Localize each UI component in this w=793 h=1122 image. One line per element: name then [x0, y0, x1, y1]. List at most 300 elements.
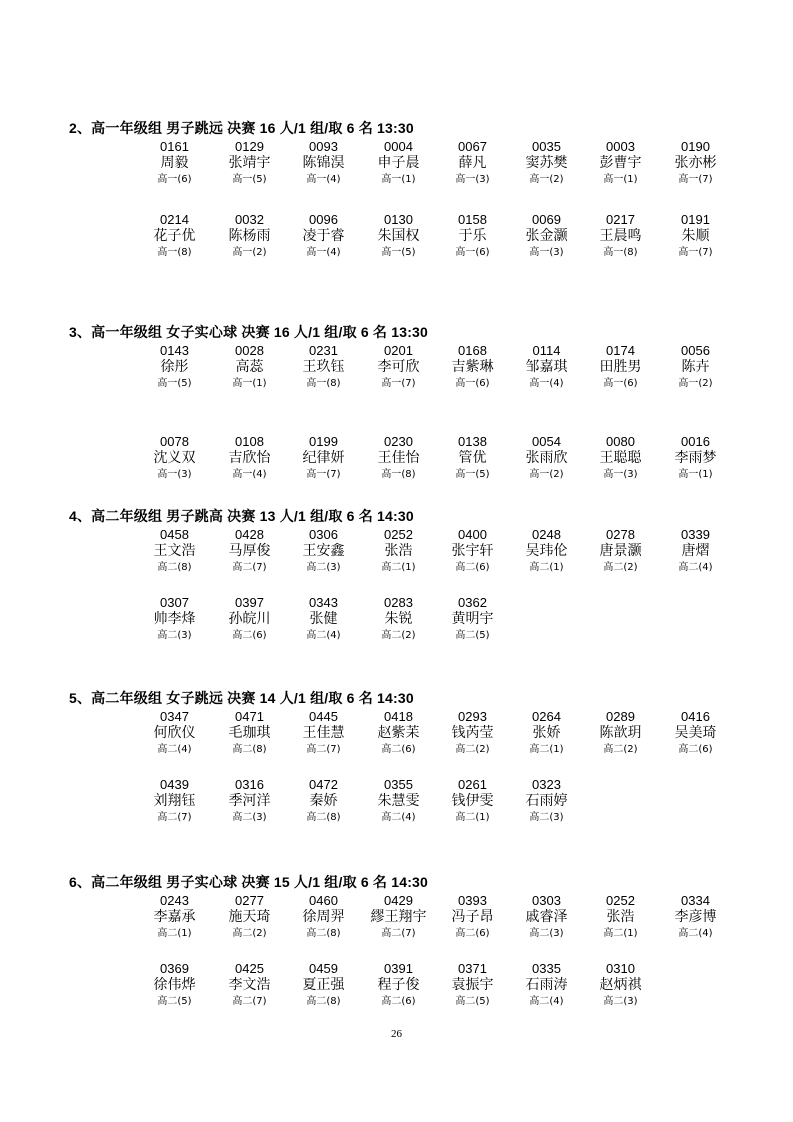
athlete-class: 高二(3) — [306, 562, 341, 573]
athlete-name: 钱伊雯 — [451, 793, 494, 809]
athlete-entry — [583, 212, 658, 259]
athlete-name: 李可欣 — [377, 359, 420, 375]
athlete-class: 高一(3) — [603, 469, 638, 480]
athlete-name: 繆王翔宇 — [370, 909, 427, 925]
athlete-entry — [137, 709, 212, 756]
athlete-number: 0078 — [160, 434, 189, 449]
athlete-class: 高一(3) — [157, 469, 192, 480]
athlete-number: 0035 — [532, 139, 561, 154]
athlete-row — [0, 777, 793, 823]
athlete-number: 0067 — [458, 139, 487, 154]
athlete-name: 吉紫琳 — [451, 359, 494, 375]
athlete-class: 高二(2) — [381, 630, 416, 641]
athlete-class: 高二(3) — [603, 996, 638, 1007]
athlete-class: 高二(1) — [603, 928, 638, 939]
athlete-class: 高一(7) — [306, 469, 341, 480]
athlete-number: 0028 — [235, 343, 264, 358]
athlete-name: 沈义双 — [153, 450, 196, 466]
athlete-entry — [435, 777, 510, 824]
athlete-name: 陈锦淏 — [302, 155, 345, 171]
athlete-name: 吴玮伦 — [525, 543, 568, 559]
athlete-entry — [137, 527, 212, 574]
athlete-entry — [137, 343, 212, 390]
athlete-entry — [435, 343, 510, 390]
athlete-number: 0054 — [532, 434, 561, 449]
athlete-entry — [658, 139, 733, 186]
athlete-number: 0471 — [235, 709, 264, 724]
athlete-number: 0143 — [160, 343, 189, 358]
athlete-entry — [361, 709, 436, 756]
event-title: 5、高二年级组 女子跳远 决赛 14 人/1 组/取 6 名 14:30 — [69, 690, 414, 706]
athlete-class: 高二(2) — [603, 562, 638, 573]
athlete-name: 赵炳祺 — [599, 977, 642, 993]
athlete-number: 0161 — [160, 139, 189, 154]
athlete-entry — [361, 527, 436, 574]
athlete-number: 0129 — [235, 139, 264, 154]
athlete-number: 0277 — [235, 893, 264, 908]
athlete-number: 0425 — [235, 961, 264, 976]
athlete-name: 朱锐 — [384, 611, 413, 627]
athlete-class: 高二(6) — [455, 928, 490, 939]
athlete-class: 高二(3) — [529, 812, 564, 823]
athlete-class: 高二(8) — [157, 562, 192, 573]
athlete-class: 高一(2) — [529, 469, 564, 480]
athlete-class: 高一(1) — [381, 174, 416, 185]
athlete-class: 高二(2) — [603, 744, 638, 755]
athlete-number: 0303 — [532, 893, 561, 908]
athlete-name: 王晨鸣 — [599, 228, 642, 244]
athlete-class: 高一(4) — [232, 469, 267, 480]
athlete-class: 高二(5) — [157, 996, 192, 1007]
athlete-number: 0190 — [681, 139, 710, 154]
athlete-class: 高一(5) — [381, 247, 416, 258]
athlete-class: 高一(7) — [678, 247, 713, 258]
athlete-entry — [435, 893, 510, 940]
athlete-class: 高一(5) — [232, 174, 267, 185]
athlete-entry — [286, 212, 361, 259]
athlete-name: 冯子昂 — [451, 909, 494, 925]
athlete-name: 王安鑫 — [302, 543, 345, 559]
athlete-class: 高一(6) — [455, 247, 490, 258]
athlete-number: 0108 — [235, 434, 264, 449]
athlete-entry — [286, 434, 361, 481]
athlete-name: 朱顺 — [681, 228, 710, 244]
athlete-number: 0056 — [681, 343, 710, 358]
athlete-name: 张雨欣 — [525, 450, 568, 466]
athlete-number: 0168 — [458, 343, 487, 358]
athlete-name: 徐彤 — [160, 359, 189, 375]
athlete-number: 0362 — [458, 595, 487, 610]
athlete-class: 高一(1) — [678, 469, 713, 480]
athlete-name: 黄明宇 — [451, 611, 494, 627]
event-title: 4、高二年级组 男子跳高 决赛 13 人/1 组/取 6 名 14:30 — [69, 508, 414, 524]
athlete-row — [0, 527, 793, 573]
athlete-number: 0339 — [681, 527, 710, 542]
athlete-class: 高二(1) — [381, 562, 416, 573]
athlete-entry — [658, 434, 733, 481]
athlete-class: 高二(3) — [529, 928, 564, 939]
athlete-entry — [212, 709, 287, 756]
athlete-entry — [435, 595, 510, 642]
athlete-name: 张靖宇 — [228, 155, 271, 171]
athlete-class: 高一(8) — [603, 247, 638, 258]
athlete-number: 0174 — [606, 343, 635, 358]
athlete-entry — [286, 777, 361, 824]
athlete-entry — [583, 434, 658, 481]
athlete-class: 高一(8) — [157, 247, 192, 258]
athlete-name: 于乐 — [458, 228, 487, 244]
athlete-class: 高二(3) — [232, 812, 267, 823]
athlete-number: 0355 — [384, 777, 413, 792]
athlete-entry — [286, 709, 361, 756]
athlete-entry — [212, 139, 287, 186]
athlete-number: 0278 — [606, 527, 635, 542]
event-title: 2、高一年级组 男子跳远 决赛 16 人/1 组/取 6 名 13:30 — [69, 120, 414, 136]
athlete-class: 高二(5) — [455, 630, 490, 641]
athlete-number: 0445 — [309, 709, 338, 724]
athlete-name: 张娇 — [532, 725, 561, 741]
athlete-class: 高二(7) — [232, 562, 267, 573]
athlete-number: 0114 — [532, 343, 561, 358]
athlete-number: 0080 — [606, 434, 635, 449]
athlete-number: 0397 — [235, 595, 264, 610]
athlete-number: 0472 — [309, 777, 338, 792]
athlete-entry — [658, 709, 733, 756]
athlete-number: 0283 — [384, 595, 413, 610]
athlete-number: 0096 — [309, 212, 338, 227]
athlete-number: 0230 — [384, 434, 413, 449]
athlete-class: 高一(1) — [603, 174, 638, 185]
athlete-number: 0371 — [458, 961, 487, 976]
athlete-name: 张宇轩 — [451, 543, 494, 559]
athlete-name: 纪律妍 — [302, 450, 345, 466]
athlete-number: 0003 — [606, 139, 635, 154]
athlete-row — [0, 139, 793, 185]
event-title: 6、高二年级组 男子实心球 决赛 15 人/1 组/取 6 名 14:30 — [69, 874, 429, 890]
athlete-entry — [435, 709, 510, 756]
athlete-number: 0334 — [681, 893, 710, 908]
athlete-name: 张浩 — [384, 543, 413, 559]
athlete-class: 高二(4) — [381, 812, 416, 823]
athlete-name: 彭曹宇 — [599, 155, 642, 171]
athlete-entry — [137, 595, 212, 642]
athlete-entry — [286, 893, 361, 940]
athlete-name: 刘翔钰 — [153, 793, 196, 809]
athlete-name: 季河洋 — [228, 793, 271, 809]
athlete-name: 钱芮莹 — [451, 725, 494, 741]
athlete-number: 0316 — [235, 777, 264, 792]
athlete-name: 田胜男 — [599, 359, 642, 375]
athlete-entry — [509, 343, 584, 390]
athlete-name: 王佳怡 — [377, 450, 420, 466]
athlete-entry — [212, 595, 287, 642]
athlete-name: 王文浩 — [153, 543, 196, 559]
athlete-class: 高一(6) — [603, 378, 638, 389]
athlete-number: 0248 — [532, 527, 561, 542]
athlete-entry — [137, 961, 212, 1008]
athlete-number: 0323 — [532, 777, 561, 792]
athlete-name: 何欣仪 — [153, 725, 196, 741]
athlete-entry — [509, 527, 584, 574]
athlete-class: 高二(6) — [381, 744, 416, 755]
athlete-number: 0138 — [458, 434, 487, 449]
athlete-entry — [435, 139, 510, 186]
athlete-number: 0310 — [606, 961, 635, 976]
athlete-number: 0439 — [160, 777, 189, 792]
athlete-entry — [361, 434, 436, 481]
athlete-name: 管优 — [458, 450, 487, 466]
athlete-entry — [509, 139, 584, 186]
athlete-number: 0069 — [532, 212, 561, 227]
athlete-entry — [361, 212, 436, 259]
athlete-number: 0391 — [384, 961, 413, 976]
athlete-entry — [509, 434, 584, 481]
athlete-entry — [212, 434, 287, 481]
athlete-number: 0261 — [458, 777, 487, 792]
athlete-name: 石雨涛 — [525, 977, 568, 993]
athlete-number: 0460 — [309, 893, 338, 908]
athlete-name: 邹嘉琪 — [525, 359, 568, 375]
athlete-class: 高二(6) — [381, 996, 416, 1007]
athlete-name: 朱国权 — [377, 228, 420, 244]
athlete-entry — [435, 434, 510, 481]
athlete-name: 马厚俊 — [228, 543, 271, 559]
athlete-number: 0217 — [606, 212, 635, 227]
athlete-number: 0199 — [309, 434, 338, 449]
athlete-class: 高二(4) — [678, 928, 713, 939]
athlete-entry — [212, 343, 287, 390]
athlete-name: 唐景灏 — [599, 543, 642, 559]
athlete-name: 毛珈琪 — [228, 725, 271, 741]
athlete-entry — [286, 527, 361, 574]
athlete-number: 0429 — [384, 893, 413, 908]
athlete-number: 0214 — [160, 212, 189, 227]
athlete-name: 周毅 — [160, 155, 189, 171]
athlete-class: 高二(6) — [232, 630, 267, 641]
athlete-entry — [583, 139, 658, 186]
athlete-class: 高一(7) — [678, 174, 713, 185]
athlete-class: 高二(1) — [529, 562, 564, 573]
athlete-name: 程子俊 — [377, 977, 420, 993]
athlete-number: 0191 — [681, 212, 710, 227]
athlete-entry — [361, 893, 436, 940]
athlete-class: 高二(3) — [157, 630, 192, 641]
athlete-name: 花子优 — [153, 228, 196, 244]
athlete-class: 高二(8) — [306, 812, 341, 823]
athlete-name: 吴美琦 — [674, 725, 717, 741]
athlete-class: 高二(1) — [157, 928, 192, 939]
athlete-class: 高一(4) — [306, 247, 341, 258]
athlete-class: 高一(2) — [678, 378, 713, 389]
athlete-name: 凌于睿 — [302, 228, 345, 244]
event-title: 3、高一年级组 女子实心球 决赛 16 人/1 组/取 6 名 13:30 — [69, 324, 429, 340]
athlete-number: 0428 — [235, 527, 264, 542]
athlete-entry — [435, 961, 510, 1008]
athlete-number: 0093 — [309, 139, 338, 154]
athlete-entry — [583, 961, 658, 1008]
athlete-entry — [583, 893, 658, 940]
athlete-class: 高一(2) — [529, 174, 564, 185]
athlete-class: 高二(2) — [455, 744, 490, 755]
athlete-number: 0264 — [532, 709, 561, 724]
athlete-name: 张浩 — [606, 909, 635, 925]
athlete-class: 高一(3) — [529, 247, 564, 258]
athlete-name: 朱慧雯 — [377, 793, 420, 809]
athlete-name: 窦苏樊 — [525, 155, 568, 171]
athlete-entry — [137, 777, 212, 824]
athlete-class: 高一(5) — [455, 469, 490, 480]
athlete-class: 高二(7) — [381, 928, 416, 939]
athlete-entry — [212, 527, 287, 574]
athlete-name: 夏正强 — [302, 977, 345, 993]
athlete-class: 高二(2) — [232, 928, 267, 939]
athlete-class: 高二(4) — [529, 996, 564, 1007]
athlete-number: 0335 — [532, 961, 561, 976]
athlete-row — [0, 212, 793, 258]
athlete-name: 石雨婷 — [525, 793, 568, 809]
athlete-name: 张金灏 — [525, 228, 568, 244]
athlete-number: 0306 — [309, 527, 338, 542]
athlete-class: 高一(3) — [455, 174, 490, 185]
athlete-number: 0016 — [681, 434, 710, 449]
athlete-row — [0, 595, 793, 641]
athlete-entry — [137, 212, 212, 259]
athlete-class: 高一(2) — [232, 247, 267, 258]
athlete-name: 高蕊 — [235, 359, 264, 375]
athlete-name: 徐伟烨 — [153, 977, 196, 993]
athlete-class: 高二(1) — [455, 812, 490, 823]
athlete-name: 帅李烽 — [153, 611, 196, 627]
athlete-entry — [212, 777, 287, 824]
athlete-class: 高一(4) — [529, 378, 564, 389]
athlete-class: 高二(4) — [678, 562, 713, 573]
athlete-entry — [583, 343, 658, 390]
athlete-number: 0400 — [458, 527, 487, 542]
athlete-number: 0343 — [309, 595, 338, 610]
athlete-entry — [212, 961, 287, 1008]
athlete-number: 0418 — [384, 709, 413, 724]
athlete-name: 李嘉承 — [153, 909, 196, 925]
athlete-class: 高二(4) — [157, 744, 192, 755]
athlete-entry — [361, 139, 436, 186]
athlete-entry — [583, 527, 658, 574]
athlete-number: 0459 — [309, 961, 338, 976]
athlete-class: 高二(8) — [306, 996, 341, 1007]
athlete-row — [0, 709, 793, 755]
athlete-number: 0416 — [681, 709, 710, 724]
athlete-name: 施天琦 — [228, 909, 271, 925]
athlete-name: 李文浩 — [228, 977, 271, 993]
athlete-class: 高二(6) — [678, 744, 713, 755]
athlete-entry — [658, 527, 733, 574]
athlete-number: 0369 — [160, 961, 189, 976]
athlete-name: 陈歆玥 — [599, 725, 642, 741]
athlete-class: 高二(4) — [306, 630, 341, 641]
athlete-number: 0347 — [160, 709, 189, 724]
athlete-number: 0458 — [160, 527, 189, 542]
athlete-name: 薛凡 — [458, 155, 487, 171]
athlete-class: 高一(5) — [157, 378, 192, 389]
athlete-number: 0004 — [384, 139, 413, 154]
athlete-entry — [658, 893, 733, 940]
athlete-class: 高二(6) — [455, 562, 490, 573]
athlete-class: 高一(6) — [455, 378, 490, 389]
athlete-name: 陈杨雨 — [228, 228, 271, 244]
athlete-number: 0307 — [160, 595, 189, 610]
athlete-name: 徐周羿 — [302, 909, 345, 925]
athlete-name: 孙皖川 — [228, 611, 271, 627]
athlete-entry — [509, 709, 584, 756]
athlete-entry — [286, 961, 361, 1008]
athlete-entry — [361, 595, 436, 642]
athlete-class: 高一(7) — [381, 378, 416, 389]
athlete-number: 0032 — [235, 212, 264, 227]
athlete-entry — [509, 777, 584, 824]
athlete-name: 李彦博 — [674, 909, 717, 925]
athlete-entry — [361, 343, 436, 390]
athlete-name: 王佳慧 — [302, 725, 345, 741]
athlete-name: 张亦彬 — [674, 155, 717, 171]
athlete-entry — [361, 777, 436, 824]
athlete-entry — [361, 961, 436, 1008]
athlete-name: 张健 — [309, 611, 338, 627]
athlete-entry — [137, 139, 212, 186]
athlete-class: 高二(7) — [306, 744, 341, 755]
athlete-name: 李雨梦 — [674, 450, 717, 466]
athlete-entry — [583, 709, 658, 756]
athlete-entry — [509, 893, 584, 940]
athlete-name: 王聪聪 — [599, 450, 642, 466]
athlete-entry — [435, 527, 510, 574]
athlete-class: 高一(8) — [306, 378, 341, 389]
athlete-row — [0, 961, 793, 1007]
athlete-entry — [212, 893, 287, 940]
athlete-number: 0158 — [458, 212, 487, 227]
athlete-class: 高二(7) — [232, 996, 267, 1007]
athlete-entry — [286, 595, 361, 642]
athlete-number: 0201 — [384, 343, 413, 358]
athlete-class: 高一(4) — [306, 174, 341, 185]
athlete-number: 0130 — [384, 212, 413, 227]
athlete-row — [0, 343, 793, 389]
athlete-class: 高二(8) — [232, 744, 267, 755]
athlete-name: 申子晨 — [377, 155, 420, 171]
athlete-class: 高二(5) — [455, 996, 490, 1007]
athlete-name: 赵紫苿 — [377, 725, 420, 741]
athlete-class: 高二(7) — [157, 812, 192, 823]
athlete-number: 0252 — [606, 893, 635, 908]
athlete-name: 秦娇 — [309, 793, 338, 809]
athlete-entry — [435, 212, 510, 259]
athlete-name: 戚睿泽 — [525, 909, 568, 925]
athlete-number: 0289 — [606, 709, 635, 724]
athlete-entry — [286, 139, 361, 186]
athlete-class: 高二(8) — [306, 928, 341, 939]
athlete-name: 袁振宇 — [451, 977, 494, 993]
athlete-class: 高二(1) — [529, 744, 564, 755]
athlete-name: 唐熠 — [681, 543, 710, 559]
athlete-number: 0231 — [309, 343, 338, 358]
athlete-number: 0393 — [458, 893, 487, 908]
athlete-number: 0243 — [160, 893, 189, 908]
athlete-class: 高一(6) — [157, 174, 192, 185]
athlete-entry — [658, 343, 733, 390]
athlete-name: 王玖钰 — [302, 359, 345, 375]
athlete-entry — [509, 961, 584, 1008]
page-number: 26 — [391, 1028, 402, 1040]
athlete-entry — [286, 343, 361, 390]
athlete-entry — [212, 212, 287, 259]
